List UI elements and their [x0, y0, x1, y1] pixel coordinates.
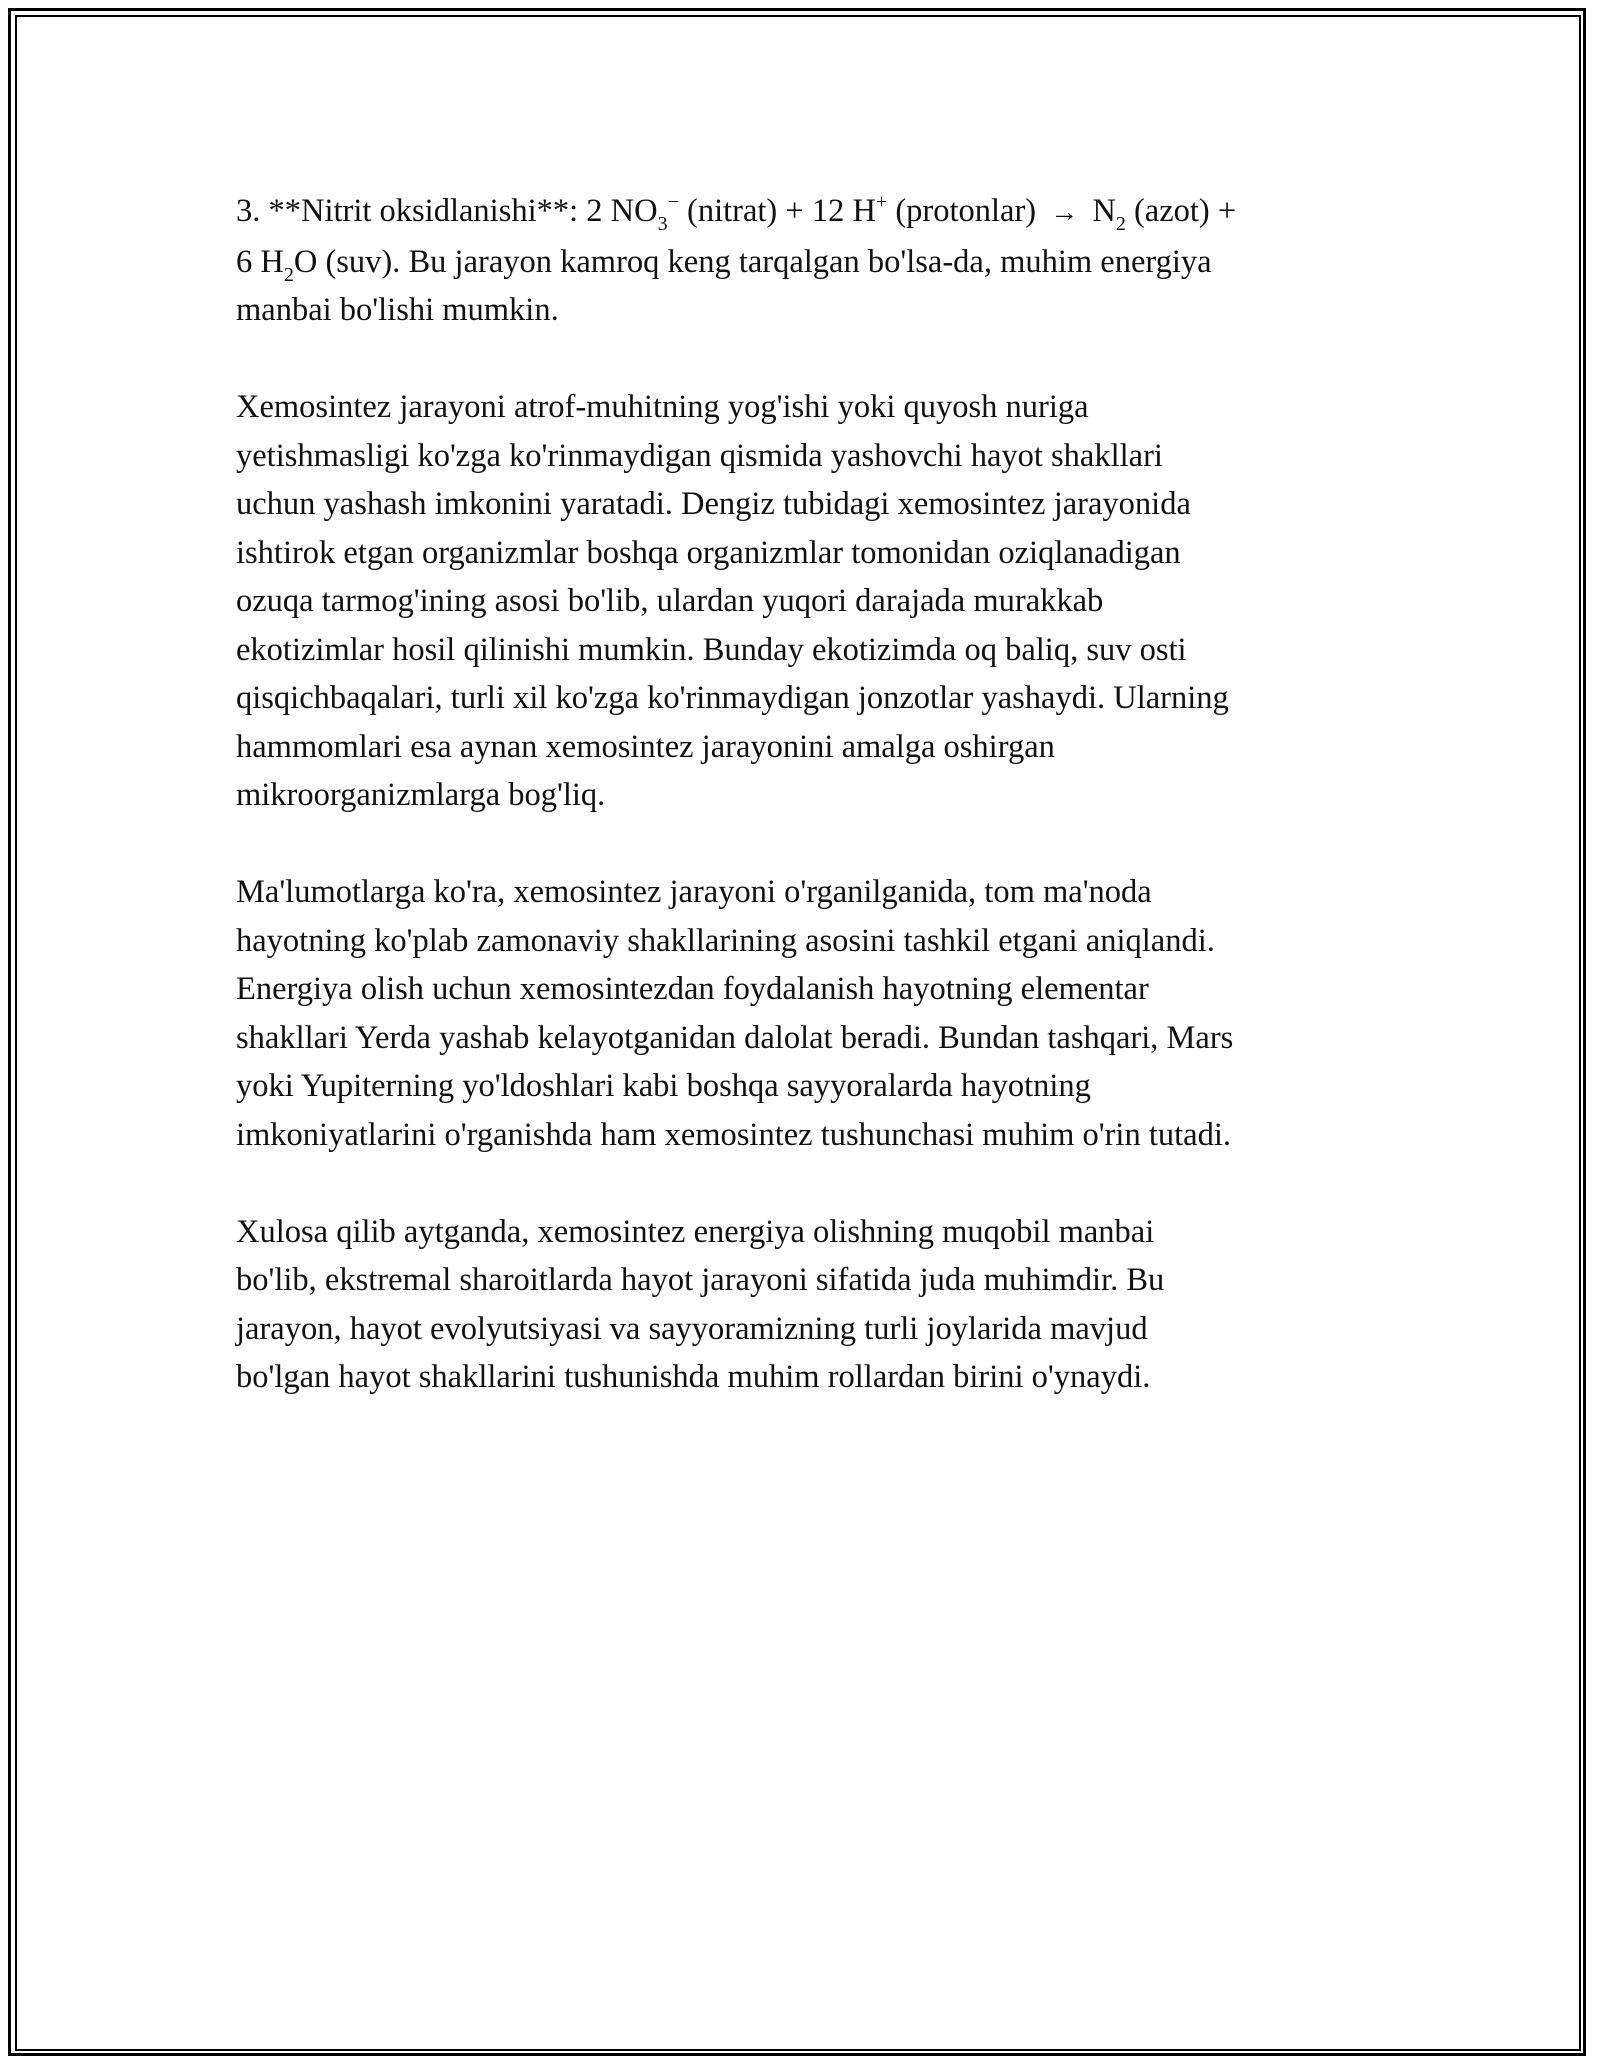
text-line: mikroorganizmlarga bog'liq.	[236, 777, 606, 813]
text-line: bo'lib, ekstremal sharoitlarda hayot jarayoni sifatida juda muhimdir. Bu	[236, 1262, 1165, 1298]
text-line: hammomlari esa aynan xemosintez jarayonini amalga oshirgan	[236, 728, 1055, 765]
text-line: shakllari Yerda yashab kelayotganidan dalolat beradi. Bundan tashqari, Mars	[236, 1019, 1234, 1056]
text-line: jarayon, hayot evolyutsiyasi va sayyoramizning turli joylarida mavjud	[236, 1310, 1148, 1347]
text-line: bo'lgan hayot shakllarini tushunishda muhim rollardan birini o'ynaydi.	[236, 1359, 1151, 1395]
text-line: Xemosintez jarayoni atrof-muhitning yog'ishi yoki quyosh nuriga	[236, 389, 1089, 425]
text-line: manbai bo'lishi mumkin.	[236, 292, 559, 328]
text-line: imkoniyatlarini o'rganishda ham xemosintez tushunchasi muhim o'rin tutadi.	[236, 1116, 1231, 1153]
paragraph-chemosynthesis-ecosystems	[236, 383, 1376, 820]
text-line: qisqichbaqalari, turli xil ko'zga ko'rinmaydigan jonzotlar yashaydi. Ularning	[236, 680, 1229, 716]
text-line: ozuqa tarmog'ining asosi bo'lib, ulardan yuqori darajada murakkab	[236, 583, 1104, 619]
paragraph-conclusion	[236, 1208, 1376, 1402]
paragraph-research-findings	[236, 868, 1376, 1159]
text-line: yetishmasligi ko'zga ko'rinmaydigan qismida yashovchi hayot shakllari	[236, 437, 1163, 474]
text-line: Xulosa qilib aytganda, xemosintez energiya olishning muqobil manbai	[236, 1213, 1155, 1250]
text-line: ekotizimlar hosil qilinishi mumkin. Bunday ekotizimda oq baliq, suv osti	[236, 631, 1187, 668]
paragraph-nitrite-oxidation	[236, 187, 1376, 335]
document-body	[236, 187, 1376, 1450]
text-line: yoki Yupiterning yo'ldoshlari kabi boshqa sayyoralarda hayotning	[236, 1068, 1091, 1104]
text-line: uchun yashash imkonini yaratadi. Dengiz tubidagi xemosintez jarayonida	[236, 486, 1191, 522]
arrow-icon: →	[1050, 197, 1079, 228]
text-line: Energiya olish uchun xemosintezdan foydalanish hayotning elementar	[236, 971, 1149, 1007]
text-line: 3. **Nitrit oksidlanishi**: 2 $NO_3^-$ (nitrat) + 12 H+ (protonlar) → $N_2$ (azot) +	[236, 191, 1237, 235]
text-line: ishtirok etgan organizmlar boshqa organizmlar tomonidan oziqlanadigan	[236, 534, 1181, 571]
text-line: Ma'lumotlarga ko'ra, xemosintez jarayoni o'rganilganida, tom ma'noda	[236, 874, 1152, 910]
text-line: 6 $H_2O$ (suv). Bu jarayon kamroq keng tarqalgan bo'lsa-da, muhim energiya	[236, 243, 1212, 286]
text-line: hayotning ko'plab zamonaviy shakllarining asosini tashkil etgani aniqlandi.	[236, 922, 1215, 959]
